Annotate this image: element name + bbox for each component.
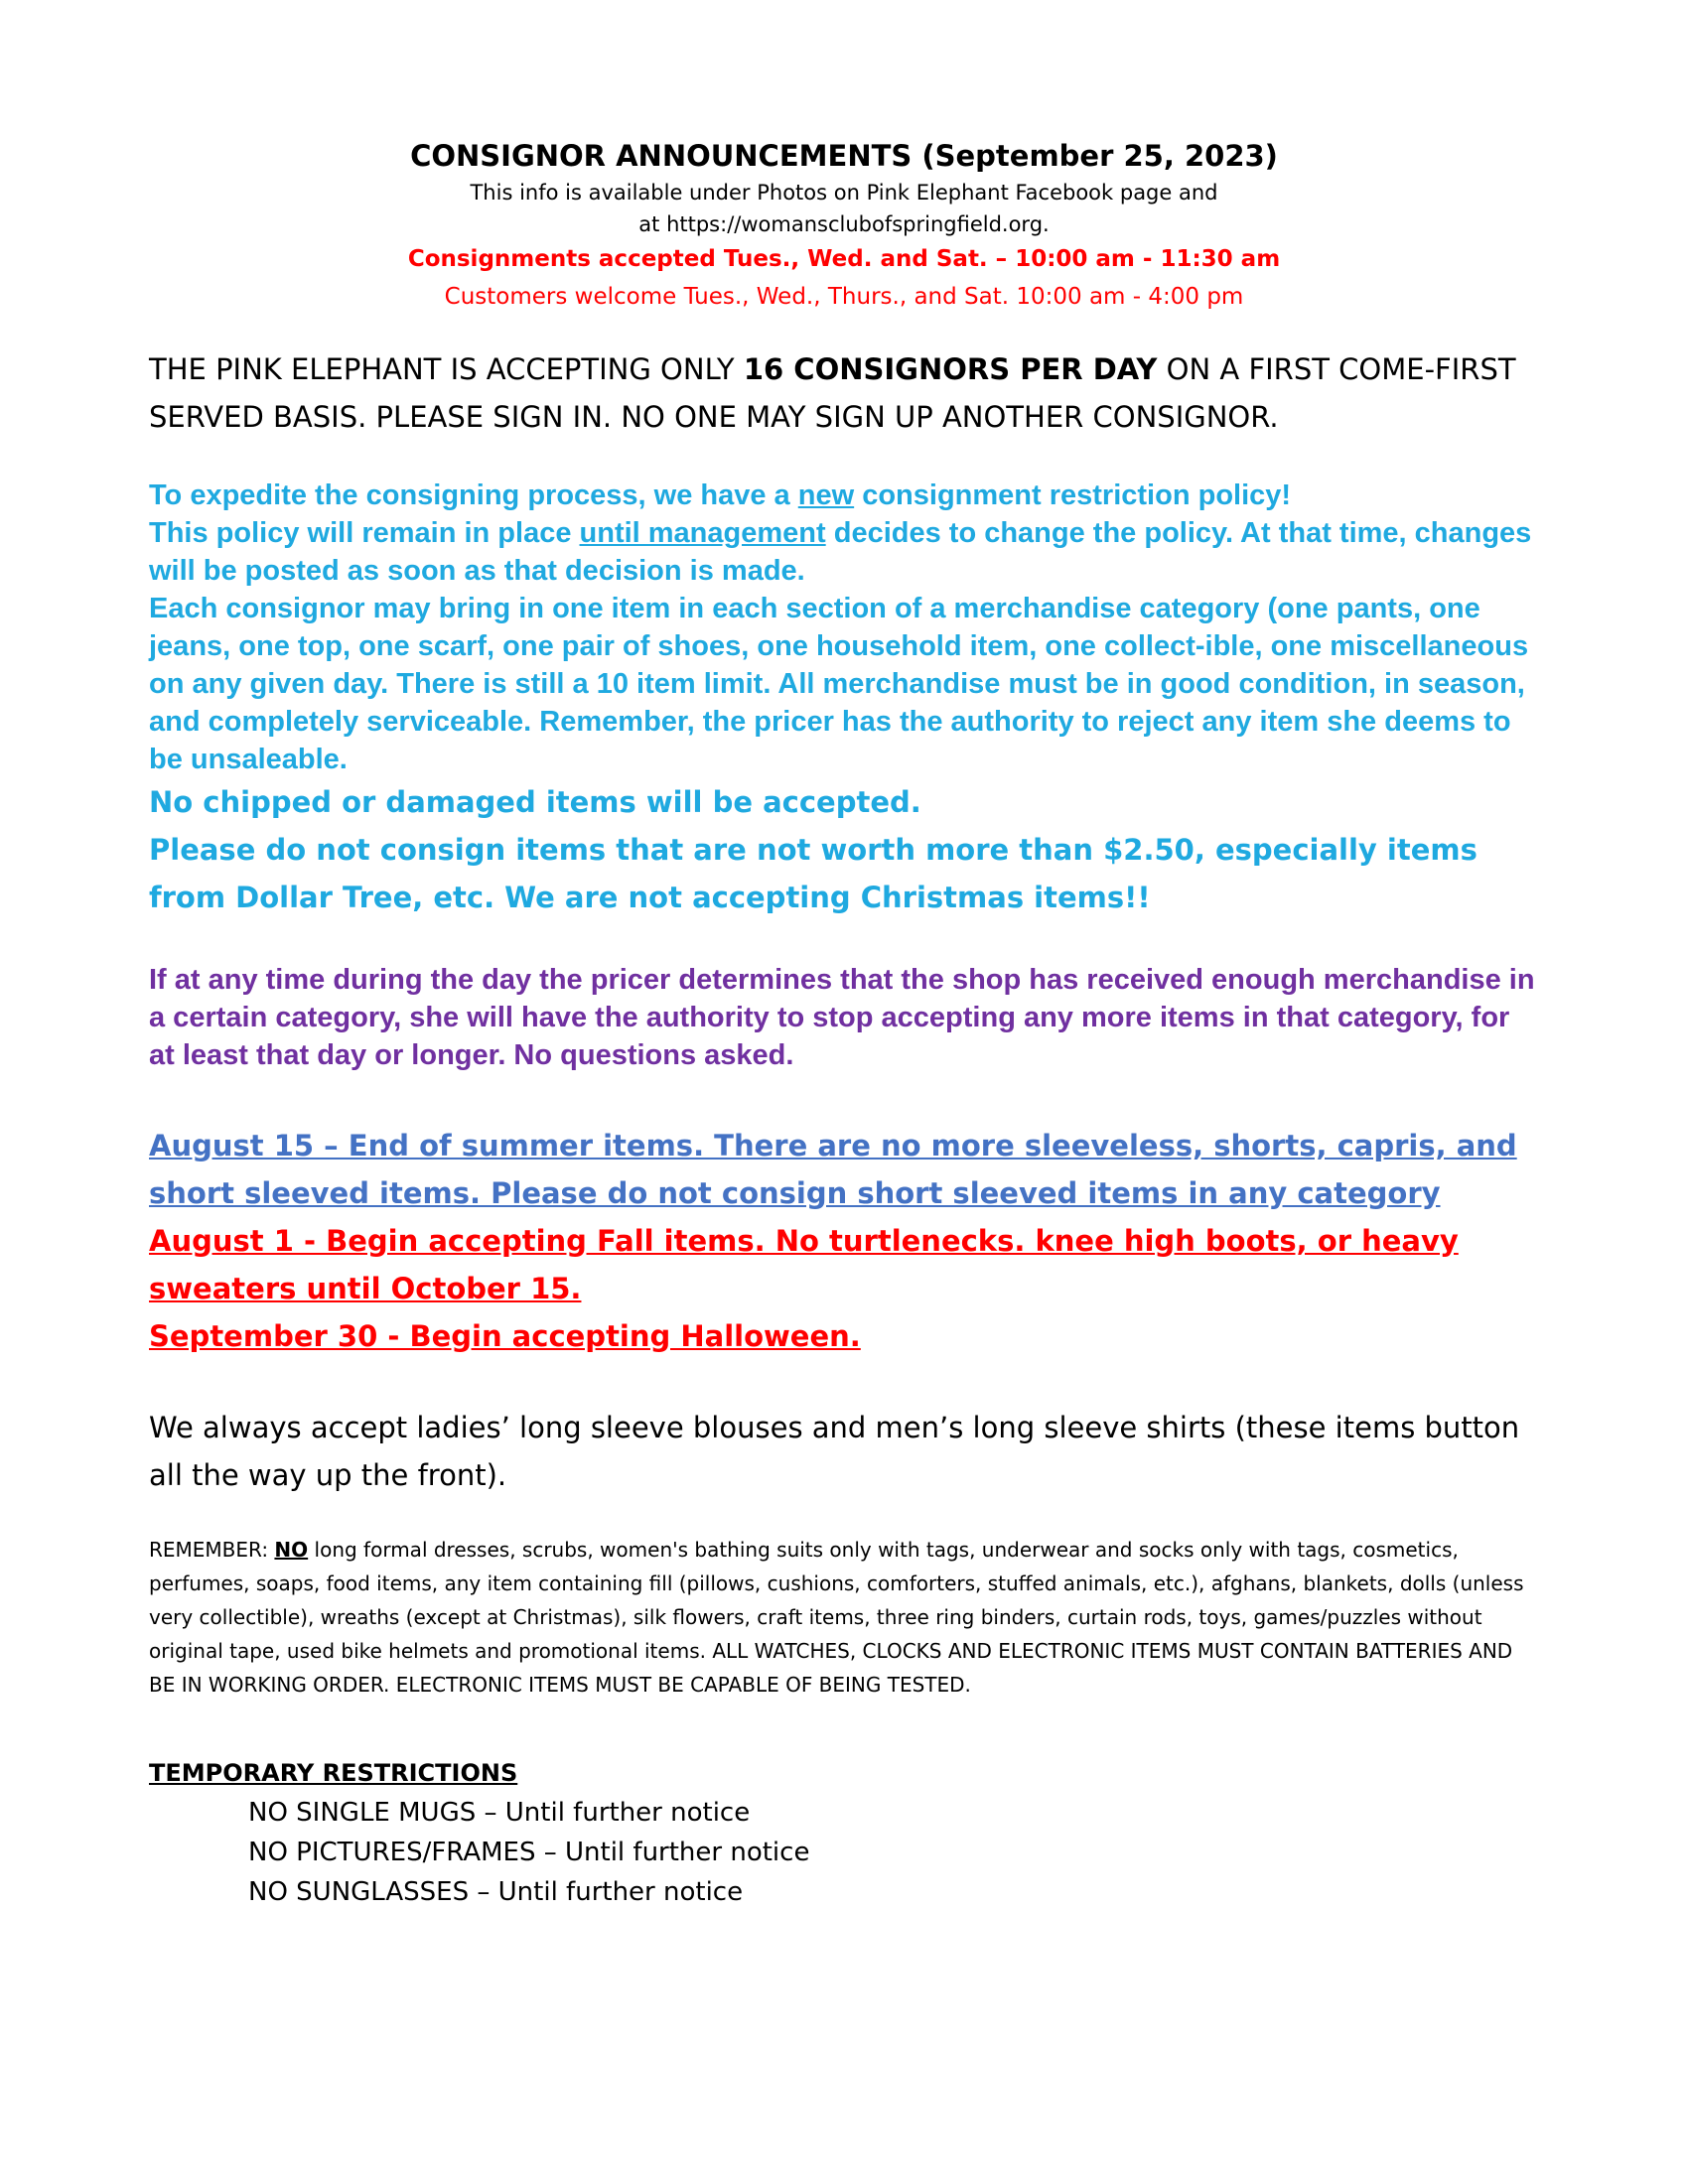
policy-duration-b: decides to change the policy. At that time, changes will be posted as soon as that decision is made. [149,517,1532,587]
policy-item-limit: Each consignor may bring in one item in each section of a merchandise category (one pants, one jeans, one top, one scarf, one pair of shoes, one household item, one collect-ible, one miscellaneous on any given day. There is still a 10 item limit. All merchandise must be in good condition, in season, and completely serviceable. Remember, the pricer has the authority to reject any item she deems to be unsaleable. [149,593,1529,775]
always-accept-notice: We always accept ladies’ long sleeve blouses and men’s long sleeve shirts (these items button all the way up the front). [149,1411,1520,1492]
list-item: NO PICTURES/FRAMES – Until further notice [248,1838,810,1867]
restriction-policy [149,477,1539,778]
list-item: NO SUNGLASSES – Until further notice [248,1877,744,1907]
remember-no: NO [274,1538,309,1562]
policy-duration-a: This policy will remain in place [149,517,580,549]
consignor-limit-notice [149,345,1539,441]
policy-duration-underline: until management [579,517,826,549]
header-block [149,139,1539,316]
remember-text: long formal dresses, scrubs, women's bathing suits only with tags, underwear and socks only with tags, cosmetics, perfumes, soaps, food items, any item containing fill (pillows, cushions, comforters, stuffed animals, etc.), afghans, blankets, dolls (unless very collectible), wreaths (except at Christmas), silk flowers, craft items, three ring binders, curtain rods, toys, games/puzzles without original tape, used bike helmets and promotional items. ALL WATCHES, CLOCKS AND ELECTRONIC ITEMS MUST CONTAIN BATTERIES AND BE IN WORKING ORDER. ELECTRONIC ITEMS MUST BE CAPABLE OF BEING TESTED. [149,1538,1524,1697]
list-item: NO SINGLE MUGS – Until further notice [248,1798,751,1828]
seasonal-aug-1: August 1 - Begin accepting Fall items. No turtlenecks. knee high boots, or heavy sweaters until October 15. [149,1224,1459,1305]
customer-hours: Customers welcome Tues., Wed., Thurs., and Sat. 10:00 am - 4:00 pm [444,284,1244,310]
seasonal-sep-30: September 30 - Begin accepting Halloween. [149,1319,861,1353]
consignor-limit-after: ON A FIRST COME-FIRST SERVED BASIS. PLEASE SIGN IN. NO ONE MAY SIGN UP ANOTHER CONSIGNOR. [149,352,1516,434]
policy-intro-underline: new [797,479,855,511]
info-line-1: This info is available under Photos on Pink Elephant Facebook page and [470,181,1218,205]
temporary-restrictions-list [149,1793,1539,1912]
consignor-limit-before: THE PINK ELEPHANT IS ACCEPTING ONLY [149,352,744,386]
pricer-authority-notice: If at any time during the day the pricer determines that the shop has received enough merchandise in a certain category, she will have the authority to stop accepting any more items in that category, for at least that day or longer. No questions asked. [149,964,1535,1071]
consignor-limit-bold: 16 CONSIGNORS PER DAY [743,352,1158,386]
consignment-hours: Consignments accepted Tues., Wed. and Sat. – 10:00 am - 11:30 am [407,246,1281,272]
remember-list [149,1533,1539,1702]
remember-label: REMEMBER: [149,1538,275,1562]
info-line-2: at https://womansclubofspringfield.org. [638,212,1050,236]
policy-intro [149,477,1539,514]
no-cheap-items: Please do not consign items that are not worth more than $2.50, especially items from Dollar Tree, etc. We are not accepting Christmas items!! [149,833,1477,914]
no-damaged-items: No chipped or damaged items will be accepted. [149,785,921,819]
page-title: CONSIGNOR ANNOUNCEMENTS (September 25, 2023) [410,139,1278,173]
seasonal-aug-15: August 15 – End of summer items. There are no more sleeveless, shorts, capris, and short sleeved items. Please do not consign short sleeved items in any category [149,1129,1517,1210]
temporary-restrictions-heading: TEMPORARY RESTRICTIONS [149,1759,518,1787]
policy-duration [149,514,1539,590]
policy-intro-a: To expedite the consigning process, we have a [149,479,798,511]
policy-intro-b: consignment restriction policy! [854,479,1292,511]
